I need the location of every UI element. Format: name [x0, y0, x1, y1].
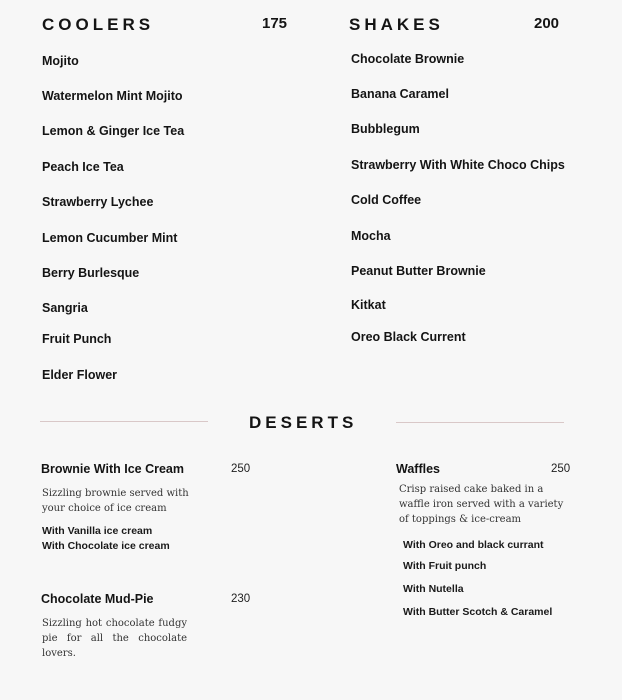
- dessert-name-brownie: Brownie With Ice Cream: [41, 462, 184, 476]
- shake-item: Oreo Black Current: [351, 330, 466, 344]
- divider-right: [396, 422, 564, 423]
- dessert-option: With Oreo and black currant: [403, 539, 544, 551]
- shake-item: Peanut Butter Brownie: [351, 264, 486, 278]
- dessert-description-brownie: Sizzling brownie served with your choice of ice cream: [42, 488, 189, 514]
- dessert-description-waffles: Crisp raised cake baked in a waffle iron served with a variety of toppings & ice-cream: [399, 484, 564, 525]
- shake-item: Mocha: [351, 229, 391, 243]
- dessert-price-brownie: 250: [231, 463, 251, 475]
- dessert-option: With Butter Scotch & Caramel: [403, 606, 553, 618]
- dessert-price-mudpie: 230: [231, 593, 251, 605]
- shake-item: Bubblegum: [351, 122, 420, 136]
- shake-item: Cold Coffee: [351, 193, 422, 207]
- cooler-item: Lemon & Ginger Ice Tea: [42, 124, 185, 138]
- cooler-item: Peach Ice Tea: [42, 160, 124, 174]
- coolers-price: 175: [262, 15, 288, 32]
- shake-item: Banana Caramel: [351, 87, 449, 101]
- cooler-item: Elder Flower: [42, 368, 118, 382]
- dessert-option: With Nutella: [403, 583, 464, 595]
- cooler-item: Watermelon Mint Mojito: [42, 89, 183, 103]
- divider-left: [40, 421, 208, 422]
- shake-item: Strawberry With White Choco Chips: [351, 158, 565, 172]
- shakes-price: 200: [534, 15, 560, 32]
- dessert-name-mudpie: Chocolate Mud-Pie: [41, 592, 154, 606]
- cooler-item: Lemon Cucumber Mint: [42, 231, 178, 245]
- shakes-title: SHAKES: [349, 15, 444, 34]
- cooler-item: Fruit Punch: [42, 332, 112, 346]
- dessert-option: With Vanilla ice cream: [42, 525, 153, 537]
- dessert-name-waffles: Waffles: [396, 462, 440, 476]
- dessert-description-mudpie: Sizzling hot chocolate fudgy pie for all the chocolate lovers.: [42, 618, 187, 659]
- cooler-item: Strawberry Lychee: [42, 195, 154, 209]
- deserts-title: DESERTS: [249, 413, 358, 432]
- cooler-item: Mojito: [42, 54, 79, 68]
- cooler-item: Berry Burlesque: [42, 266, 140, 280]
- dessert-price-waffles: 250: [551, 463, 571, 475]
- shake-item: Chocolate Brownie: [351, 52, 465, 66]
- cooler-item: Sangria: [42, 301, 88, 315]
- coolers-title: COOLERS: [42, 15, 155, 34]
- shake-item: Kitkat: [351, 298, 386, 312]
- dessert-option: With Chocolate ice cream: [42, 540, 170, 552]
- dessert-option: With Fruit punch: [403, 560, 487, 572]
